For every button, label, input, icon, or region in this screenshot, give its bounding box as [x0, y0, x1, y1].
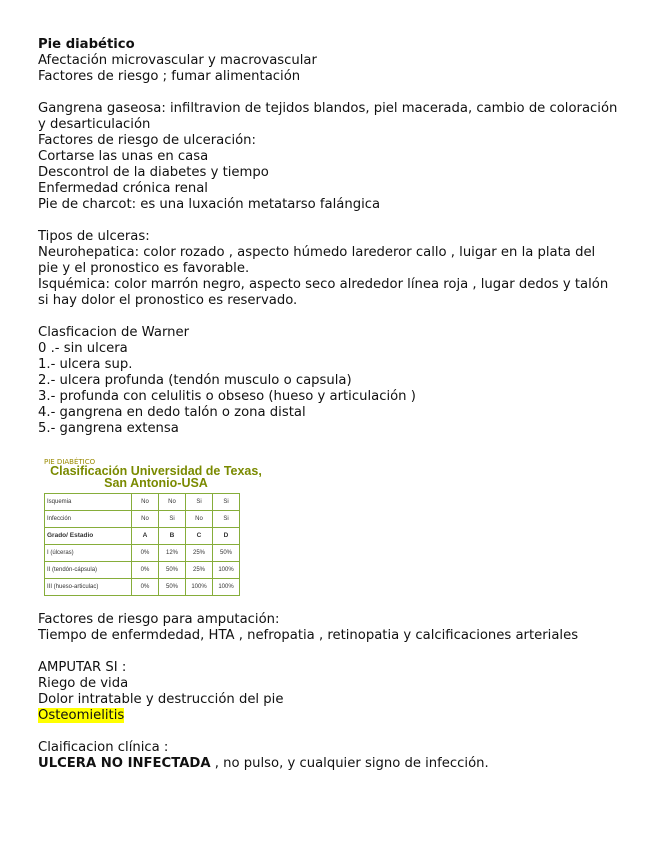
- amputar-title: AMPUTAR SI :: [38, 660, 127, 675]
- warner-title: Clasficacion de Warner: [38, 325, 190, 340]
- table-cell: 50%: [159, 562, 186, 579]
- table-cell: A: [132, 528, 159, 545]
- warner-item: 1.- ulcera sup.: [38, 357, 133, 372]
- table-cell: No: [159, 494, 186, 511]
- intro-line: Afectación microvascular y macrovascular: [38, 53, 317, 68]
- table-cell: 0%: [132, 545, 159, 562]
- table-cell: No: [132, 494, 159, 511]
- ulcera-rest: , no pulso, y cualquier signo de infección.: [210, 756, 489, 771]
- isquemica-paragraph: Isquémica: color marrón negro, aspecto seco alrededor línea roja , lugar dedos y talón si hay dolor el pronostico es reservado.: [38, 277, 609, 308]
- warner-item: 4.- gangrena en dedo talón o zona distal: [38, 405, 306, 420]
- table-cell: 100%: [213, 579, 240, 596]
- figure-title-line: Clasificación Universidad de Texas,: [50, 464, 262, 478]
- table-cell: 12%: [159, 545, 186, 562]
- factor-item: Enfermedad crónica renal: [38, 181, 208, 196]
- table-cell: 100%: [186, 579, 213, 596]
- ulcera-line: [38, 756, 618, 772]
- table-row: [45, 579, 240, 596]
- table-cell: Infección: [45, 511, 132, 528]
- table-cell: Si: [213, 494, 240, 511]
- texas-classification-figure: [40, 454, 262, 590]
- table-cell: Si: [186, 494, 213, 511]
- table-cell: Grado/ Estadio: [45, 528, 132, 545]
- table-row: [45, 511, 240, 528]
- warner-item: 3.- profunda con celulitis o obseso (hueso y articulación ): [38, 389, 416, 404]
- factor-item: Descontrol de la diabetes y tiempo: [38, 165, 269, 180]
- table-cell: 0%: [132, 579, 159, 596]
- table-cell: Isquemia: [45, 494, 132, 511]
- factor-item: Pie de charcot: es una luxación metatarso falángica: [38, 197, 381, 212]
- table-cell: D: [213, 528, 240, 545]
- neurohepatica-paragraph: Neurohepatica: color rozado , aspecto húmedo larederor callo , luigar en la plata del pie y el pronostico es favorable.: [38, 245, 596, 276]
- table-cell: I (úlceras): [45, 545, 132, 562]
- factores-ulceracion-title: Factores de riesgo de ulceración:: [38, 133, 256, 148]
- table-row: [45, 494, 240, 511]
- amputacion-text: Tiempo de enfermdedad, HTA , nefropatia , retinopatia y calcificaciones arteriales: [38, 628, 579, 643]
- ulcera-bold: ULCERA NO INFECTADA: [38, 756, 211, 771]
- table-row: [45, 562, 240, 579]
- table-cell: II (tendón-cápsula): [45, 562, 132, 579]
- amputar-item: Dolor intratable y destrucción del pie: [38, 692, 284, 707]
- table-cell: Si: [159, 511, 186, 528]
- osteomielitis-highlight: Osteomielitis: [38, 708, 125, 723]
- table-row: [45, 528, 240, 545]
- table-cell: No: [186, 511, 213, 528]
- table-cell: Si: [213, 511, 240, 528]
- amputacion-title: Factores de riesgo para amputación:: [38, 612, 280, 627]
- factor-item: Cortarse las unas en casa: [38, 149, 209, 164]
- texas-table: [44, 493, 240, 596]
- figure-title-line: San Antonio-USA: [104, 476, 208, 490]
- table-cell: 25%: [186, 562, 213, 579]
- table-cell: No: [132, 511, 159, 528]
- table-cell: 25%: [186, 545, 213, 562]
- warner-item: 2.- ulcera profunda (tendón musculo o capsula): [38, 373, 352, 388]
- table-cell: 100%: [213, 562, 240, 579]
- doc-title: Pie diabético: [38, 37, 135, 52]
- clinica-title: Claificacion clínica :: [38, 740, 169, 755]
- table-cell: B: [159, 528, 186, 545]
- warner-item: 0 .- sin ulcera: [38, 341, 128, 356]
- table-row: [45, 545, 240, 562]
- figure-title: [40, 465, 272, 489]
- figure-small-label: PIE DIABÉTICO: [44, 458, 96, 466]
- table-cell: 50%: [213, 545, 240, 562]
- table-cell: 0%: [132, 562, 159, 579]
- table-cell: 50%: [159, 579, 186, 596]
- warner-item: 5.- gangrena extensa: [38, 421, 179, 436]
- intro-line: Factores de riesgo ; fumar alimentación: [38, 69, 301, 84]
- document-page: [38, 37, 618, 772]
- gangrena-paragraph: Gangrena gaseosa: infiltravion de tejidos blandos, piel macerada, cambio de coloración y desarticulación: [38, 101, 618, 132]
- table-cell: III (hueso-articulac): [45, 579, 132, 596]
- amputar-item: Riego de vida: [38, 676, 129, 691]
- table-cell: C: [186, 528, 213, 545]
- tipos-title: Tipos de ulceras:: [38, 229, 150, 244]
